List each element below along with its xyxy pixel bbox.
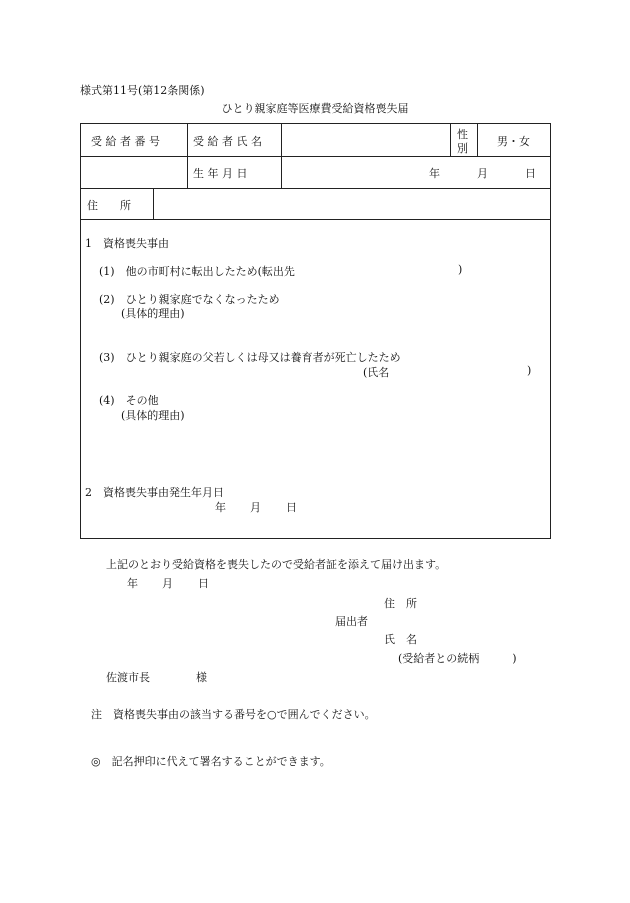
declaration-text: 上記のとおり受給資格を喪失したので受給者証を添えて届け出ます。 xyxy=(106,558,447,571)
col-divider xyxy=(187,124,188,188)
occurrence-month: 月 xyxy=(250,501,261,514)
form-title: ひとり親家庭等医療費受給資格喪失届 xyxy=(221,102,409,115)
reason-item-3[interactable]: (3) ひとり親家庭の父若しくは母又は養育者が死亡したため xyxy=(99,351,401,364)
row-divider xyxy=(81,219,550,220)
col-divider xyxy=(281,124,282,188)
reason-item-3-name: (氏名 xyxy=(363,366,390,379)
applicant-relation: (受給者との続柄 ) xyxy=(398,652,517,665)
addressee-name: 佐渡市長 xyxy=(106,671,150,684)
col-divider xyxy=(153,188,154,219)
birthdate-year: 年 xyxy=(429,167,440,180)
reason-item-1[interactable]: (1) 他の市町村に転出したため(転出先 xyxy=(99,265,295,278)
recipient-name-label: 受 給 者 氏 名 xyxy=(193,135,262,148)
date-year: 年 xyxy=(127,577,138,590)
birthdate-label: 生 年 月 日 xyxy=(193,167,248,180)
row-divider xyxy=(81,156,550,157)
occurrence-year: 年 xyxy=(215,501,226,514)
sex-options[interactable]: 男・女 xyxy=(497,135,530,148)
recipient-number-label: 受 給 者 番 号 xyxy=(91,135,160,148)
row-divider xyxy=(81,188,550,189)
form-table xyxy=(80,123,551,539)
occurrence-day: 日 xyxy=(286,501,297,514)
birthdate-day: 日 xyxy=(525,167,536,180)
reasons-heading: 1 資格喪失事由 xyxy=(85,237,169,250)
sex-label-2: 別 xyxy=(457,142,468,155)
reason-item-3-close: ) xyxy=(527,364,532,377)
reason-item-2-detail: (具体的理由) xyxy=(121,307,185,320)
signature-note: ◎ 記名押印に代えて署名することができます。 xyxy=(91,755,331,768)
date-month: 月 xyxy=(162,577,173,590)
applicant-name-label: 氏 名 xyxy=(384,633,417,646)
col-divider xyxy=(450,124,451,156)
reason-item-2[interactable]: (2) ひとり親家庭でなくなったため xyxy=(99,293,280,306)
applicant-address-label: 住 所 xyxy=(384,597,417,610)
reason-item-4[interactable]: (4) その他 xyxy=(99,394,159,407)
addressee-honorific: 様 xyxy=(196,671,207,684)
occurrence-heading: 2 資格喪失事由発生年月日 xyxy=(85,486,224,499)
sex-label-1: 性 xyxy=(457,128,468,141)
address-label: 住 所 xyxy=(87,199,131,212)
reason-item-4-detail: (具体的理由) xyxy=(121,409,185,422)
note-text: 注 資格喪失事由の該当する番号を○で囲んでください。 xyxy=(91,708,376,721)
applicant-label: 届出者 xyxy=(335,615,368,628)
reason-item-1-close: ) xyxy=(458,263,463,276)
birthdate-month: 月 xyxy=(477,167,488,180)
form-number: 様式第11号(第12条関係) xyxy=(80,84,205,97)
date-day: 日 xyxy=(198,577,209,590)
col-divider xyxy=(477,124,478,156)
